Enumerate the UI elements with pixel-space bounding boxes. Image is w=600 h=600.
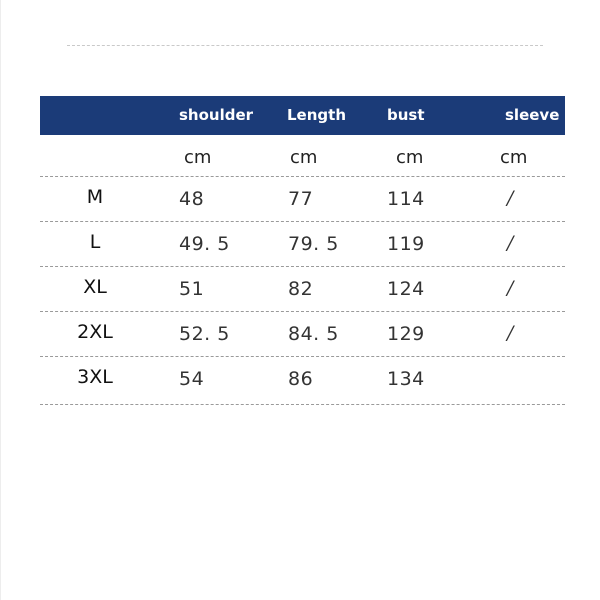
unit-length: cm: [290, 147, 318, 168]
units-row: [40, 135, 565, 177]
header-shoulder: shoulder: [179, 106, 254, 124]
header-length: Length: [287, 106, 346, 124]
bust-value: 134: [387, 368, 425, 390]
table-row: [40, 267, 565, 312]
table-row: [40, 312, 565, 357]
table-row: [40, 177, 565, 222]
header-sleeve: sleeve: [505, 106, 560, 124]
unit-bust: cm: [396, 147, 424, 168]
length-value: 82: [288, 278, 314, 300]
unit-shoulder: cm: [184, 147, 212, 168]
length-value: 84. 5: [288, 323, 339, 345]
size-label: L: [89, 231, 101, 253]
length-value: 77: [288, 188, 314, 210]
sleeve-value: /: [507, 322, 514, 344]
left-edge-line: [0, 0, 1, 600]
unit-sleeve: cm: [500, 147, 528, 168]
shoulder-value: 54: [179, 368, 205, 390]
bust-value: 129: [387, 323, 425, 345]
shoulder-value: 51: [179, 278, 205, 300]
length-value: 79. 5: [288, 233, 339, 255]
bust-value: 119: [387, 233, 425, 255]
bust-value: 114: [387, 188, 425, 210]
bust-value: 124: [387, 278, 425, 300]
size-label: 3XL: [77, 366, 113, 388]
shoulder-value: 52. 5: [179, 323, 230, 345]
table-row: [40, 357, 565, 405]
size-label: 2XL: [77, 321, 113, 343]
table-header: [40, 96, 565, 135]
top-dashed-rule: [67, 45, 543, 46]
shoulder-value: 48: [179, 188, 205, 210]
size-label: XL: [83, 276, 107, 298]
sleeve-value: /: [507, 232, 514, 254]
size-table: [40, 96, 565, 405]
sleeve-value: /: [507, 277, 514, 299]
shoulder-value: 49. 5: [179, 233, 230, 255]
length-value: 86: [288, 368, 314, 390]
header-bust: bust: [387, 106, 425, 124]
table-row: [40, 222, 565, 267]
size-label: M: [86, 186, 104, 208]
sleeve-value: /: [507, 187, 514, 209]
